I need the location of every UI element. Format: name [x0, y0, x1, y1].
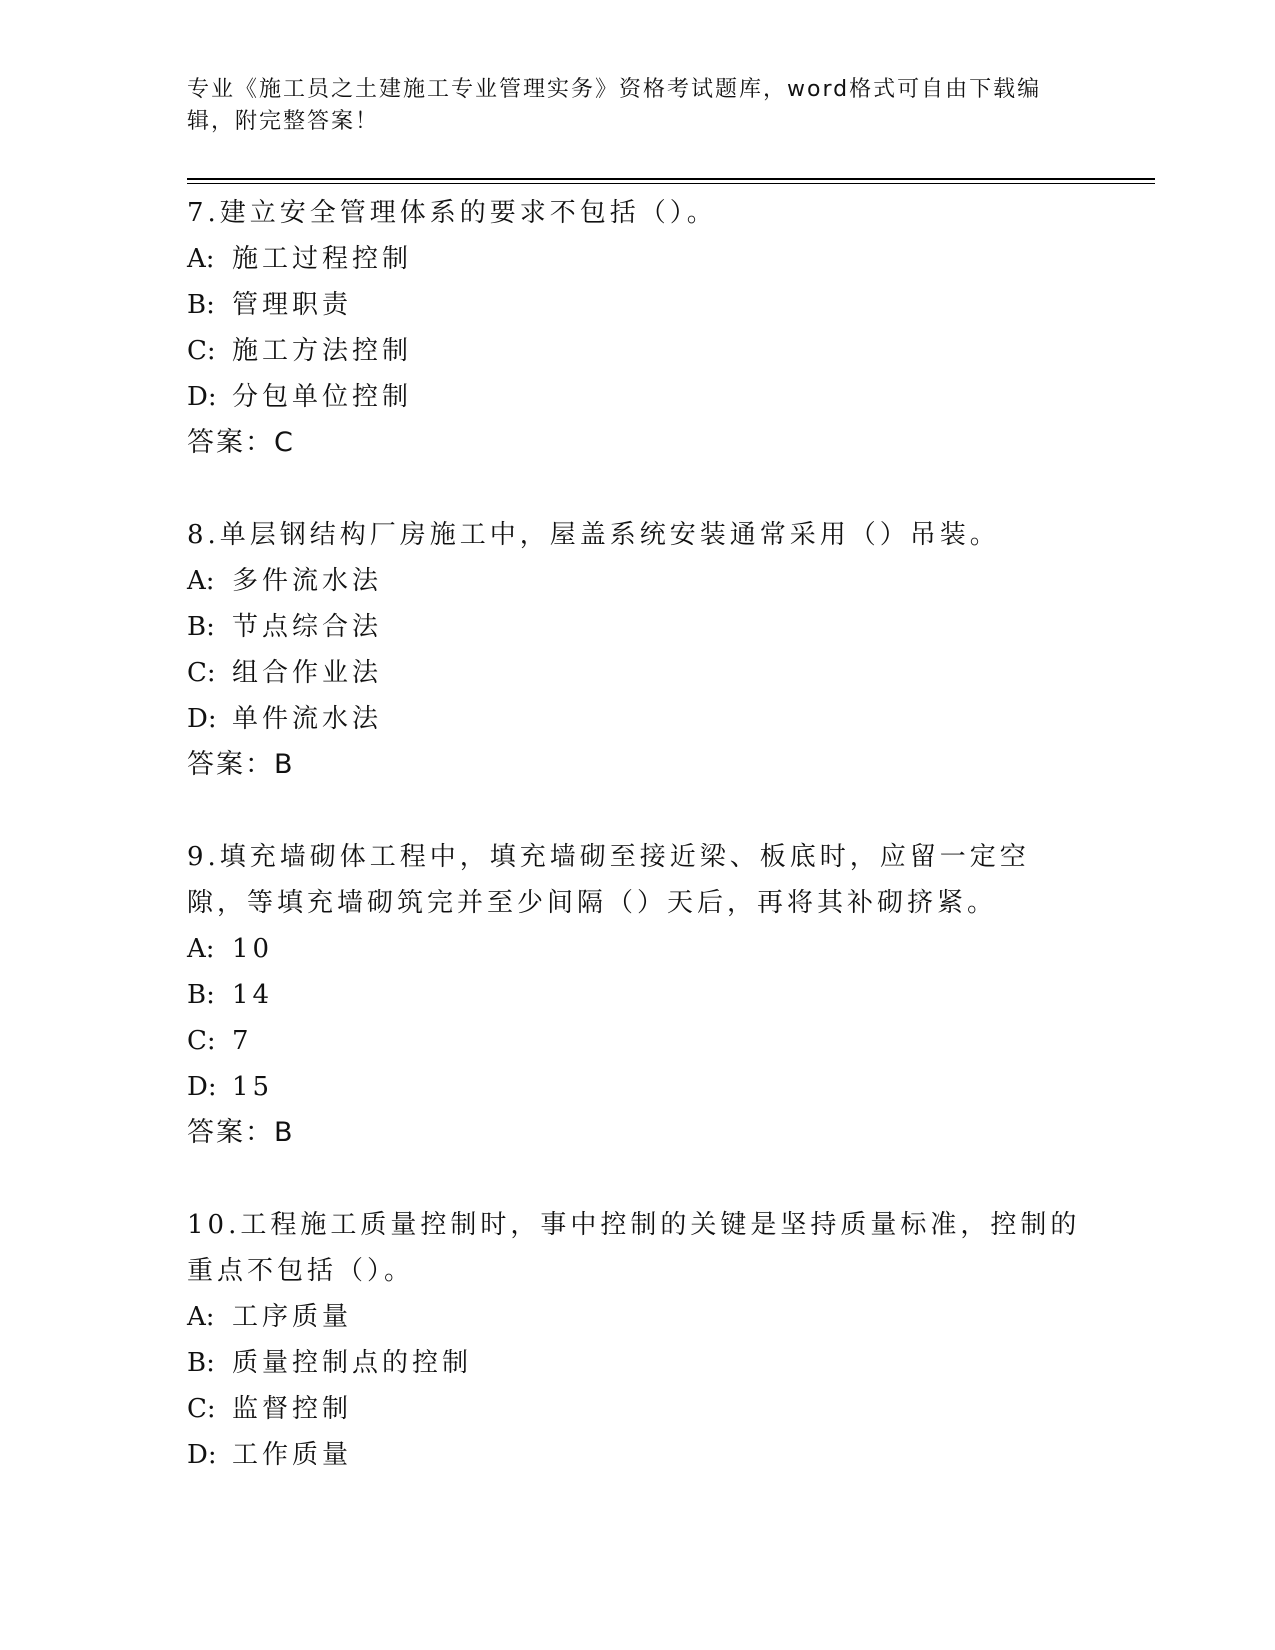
option-c	[187, 1386, 1087, 1432]
option-letter: C:	[187, 658, 216, 688]
option-text: 施工过程控制	[232, 244, 413, 274]
answer-line: 答案：B	[187, 749, 295, 780]
option-b	[187, 1340, 1087, 1386]
option-letter: D:	[187, 704, 217, 734]
option-d	[187, 1064, 1087, 1110]
option-text: 质量控制点的控制	[232, 1348, 473, 1378]
option-c	[187, 650, 1087, 696]
question-list	[187, 190, 1087, 1478]
option-text: 10	[232, 934, 274, 964]
option-text: 7	[232, 1026, 253, 1056]
option-text: 组合作业法	[232, 658, 383, 688]
spacer	[187, 466, 1087, 512]
option-letter: C:	[187, 1026, 216, 1056]
question-item	[187, 834, 1087, 1202]
answer-line: 答案：B	[187, 1117, 295, 1148]
option-letter: A:	[187, 244, 215, 274]
option-a	[187, 926, 1087, 972]
option-a	[187, 1294, 1087, 1340]
option-letter: B:	[187, 612, 215, 642]
spacer	[187, 1156, 1087, 1202]
option-letter: A:	[187, 934, 215, 964]
question-stem: 8.单层钢结构厂房施工中，屋盖系统安装通常采用（）吊装。	[187, 520, 1000, 550]
option-c	[187, 1018, 1087, 1064]
option-text: 施工方法控制	[232, 336, 413, 366]
option-letter: D:	[187, 1440, 217, 1470]
spacer	[187, 788, 1087, 834]
header-divider-thin	[187, 183, 1155, 184]
option-text: 15	[232, 1072, 274, 1102]
option-text: 管理职责	[232, 290, 353, 320]
option-a	[187, 236, 1087, 282]
option-b	[187, 282, 1087, 328]
option-text: 多件流水法	[232, 566, 383, 596]
option-letter: C:	[187, 336, 216, 366]
option-letter: B:	[187, 290, 215, 320]
option-text: 节点综合法	[232, 612, 383, 642]
answer-line: 答案：C	[187, 427, 295, 458]
option-a	[187, 558, 1087, 604]
option-letter: B:	[187, 1348, 215, 1378]
question-item	[187, 512, 1087, 834]
document-intro: 专业《施工员之土建施工专业管理实务》资格考试题库，word格式可自由下载编辑，附完整答案！	[187, 77, 1042, 134]
option-letter: D:	[187, 1072, 217, 1102]
option-text: 分包单位控制	[232, 382, 413, 412]
option-d	[187, 696, 1087, 742]
option-letter: B:	[187, 980, 215, 1010]
option-d	[187, 1432, 1087, 1478]
option-letter: A:	[187, 566, 215, 596]
option-text: 工作质量	[232, 1440, 353, 1470]
option-b	[187, 604, 1087, 650]
option-d	[187, 374, 1087, 420]
header-divider-thick	[187, 178, 1155, 180]
option-text: 14	[232, 980, 274, 1010]
question-stem: 7.建立安全管理体系的要求不包括（）。	[187, 198, 717, 228]
question-item	[187, 1202, 1087, 1478]
option-text: 单件流水法	[232, 704, 383, 734]
question-stem: 9.填充墙砌体工程中，填充墙砌至接近梁、板底时，应留一定空隙，等填充墙砌筑完并至少间隔（）天后，再将其补砌挤紧。	[187, 842, 1030, 918]
question-item	[187, 190, 1087, 512]
option-c	[187, 328, 1087, 374]
question-stem: 10.工程施工质量控制时，事中控制的关键是坚持质量标准，控制的重点不包括（）。	[187, 1210, 1081, 1286]
option-b	[187, 972, 1087, 1018]
option-letter: A:	[187, 1302, 215, 1332]
option-text: 监督控制	[232, 1394, 353, 1424]
option-text: 工序质量	[232, 1302, 353, 1332]
option-letter: C:	[187, 1394, 216, 1424]
option-letter: D:	[187, 382, 217, 412]
